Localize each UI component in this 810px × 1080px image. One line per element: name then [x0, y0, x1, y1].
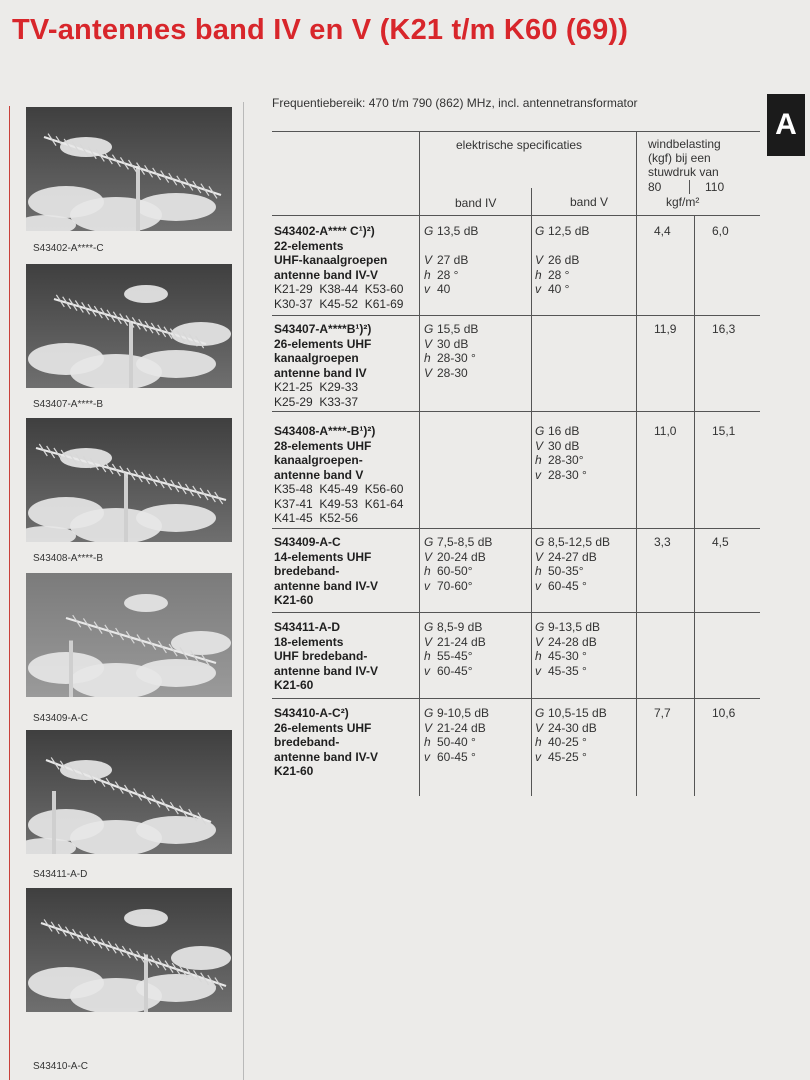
spec-symbol: h	[535, 649, 542, 663]
column-separator	[243, 102, 244, 1080]
spec-value: 40 °	[548, 282, 570, 296]
spec-line	[535, 468, 587, 483]
wind-load-80: 11,0	[654, 424, 677, 438]
spec-value: 27 dB	[437, 253, 469, 267]
wind-load-80: 4,4	[654, 224, 671, 238]
spec-value: 45-25 °	[548, 749, 587, 764]
spec-value: 28 °	[548, 267, 570, 282]
spec-line	[424, 224, 478, 239]
spec-value: 8,5-12,5 dB	[548, 535, 611, 549]
spec-symbol: h	[424, 351, 431, 365]
spec-value	[437, 239, 440, 254]
wind-load-110: 15,1	[712, 424, 736, 438]
header-band-iv: band IV	[455, 196, 497, 210]
spec-symbol: v	[424, 282, 430, 296]
spec-value: 40	[437, 282, 451, 296]
table-row-rule	[272, 698, 760, 699]
spec-line	[535, 239, 589, 254]
spec-value	[548, 239, 551, 254]
spec-symbol: V	[535, 253, 544, 267]
spec-line	[424, 268, 478, 283]
spec-line	[535, 535, 610, 550]
spec-values	[424, 620, 486, 678]
spec-values	[424, 224, 478, 297]
spec-line	[424, 337, 478, 352]
antenna-photo	[26, 264, 232, 388]
spec-value: 60-50°	[437, 564, 473, 578]
wind-load-80: 11,9	[654, 322, 677, 336]
wind-load-80: 7,7	[654, 706, 671, 720]
spec-symbol: G	[535, 706, 545, 720]
spec-line	[424, 579, 492, 594]
spec-value: 13,5 dB	[437, 224, 479, 238]
antenna-photo	[26, 573, 232, 697]
photo-caption: S43411-A-D	[33, 869, 88, 880]
spec-symbol: V	[535, 634, 544, 649]
channel-list: K37-41 K49-53 K61-64	[274, 496, 404, 511]
spec-value: 50-40 °	[437, 735, 476, 749]
spec-symbol: v	[424, 749, 430, 764]
spec-symbol: V	[424, 253, 433, 267]
spec-line	[535, 453, 587, 468]
spec-symbol: h	[424, 735, 431, 749]
product-description: antenne band IV	[274, 365, 367, 380]
spec-line	[535, 424, 587, 439]
table-row-rule	[272, 411, 760, 412]
spec-value: 28 °	[437, 267, 459, 282]
table-col-rule	[636, 131, 637, 796]
spec-symbol: G	[535, 620, 545, 634]
product-description: 14-elements UHF	[274, 549, 372, 564]
header-wind-80: 80	[648, 180, 662, 194]
spec-symbol: V	[424, 336, 433, 351]
antenna-photo	[26, 888, 232, 1012]
spec-symbol: G	[535, 535, 545, 549]
antenna-photo	[26, 418, 232, 542]
product-code: S43409-A-C	[274, 535, 341, 549]
product-cell	[274, 224, 403, 311]
spec-line	[535, 564, 610, 579]
spec-value: 21-24 dB	[437, 634, 486, 649]
header-wind-1: windbelasting	[648, 137, 721, 151]
spec-values	[535, 706, 607, 764]
spec-symbol	[535, 239, 548, 254]
product-description: bredeband-	[274, 735, 340, 749]
spec-symbol: h	[424, 267, 431, 282]
table-col-rule	[694, 215, 695, 796]
product-code: S43402-A**** C¹)²)	[274, 224, 375, 238]
spec-value: 28-30 °	[548, 467, 587, 482]
product-description: antenne band V	[274, 467, 364, 482]
spec-value: 21-24 dB	[437, 720, 486, 735]
spec-value: 15,5 dB	[437, 322, 479, 336]
spec-line	[424, 535, 492, 550]
spec-values	[535, 535, 610, 593]
header-band-v: band V	[570, 195, 609, 209]
spec-line	[424, 706, 489, 721]
spec-line	[424, 239, 478, 254]
spec-line	[424, 564, 492, 579]
table-row-rule	[272, 612, 760, 613]
product-cell	[274, 424, 403, 526]
spec-line	[424, 721, 489, 736]
product-description: antenne band IV-V	[274, 663, 379, 678]
wind-load-110: 16,3	[712, 322, 736, 336]
product-code: S43407-A****B¹)²)	[274, 322, 372, 336]
channel-list: K21-29 K38-44 K53-60	[274, 282, 404, 296]
spec-value: 9-13,5 dB	[548, 620, 601, 634]
spec-line	[424, 253, 478, 268]
spec-values	[424, 706, 489, 764]
spec-line	[535, 439, 587, 454]
product-description: 26-elements UHF	[274, 336, 372, 351]
spec-value: 24-28 dB	[548, 634, 597, 649]
spec-symbol: v	[535, 663, 541, 678]
spec-value: 12,5 dB	[548, 224, 590, 238]
spec-value: 30 dB	[548, 438, 580, 453]
spec-symbol: V	[424, 549, 433, 564]
spec-line	[424, 282, 478, 297]
spec-line	[535, 664, 600, 679]
spec-line	[535, 649, 600, 664]
spec-value: 10,5-15 dB	[548, 706, 607, 720]
spec-symbol: G	[424, 224, 434, 238]
spec-symbol: v	[535, 282, 541, 296]
photo-caption: S43409-A-C	[33, 713, 89, 724]
spec-line	[535, 253, 589, 268]
spec-line	[424, 635, 486, 650]
wind-header-tick	[689, 180, 690, 194]
channel-list: K41-45 K52-56	[274, 511, 359, 525]
product-description: 26-elements UHF	[274, 720, 372, 735]
spec-line	[424, 649, 486, 664]
spec-line	[535, 268, 589, 283]
spec-symbol: G	[424, 706, 434, 720]
spec-symbol: G	[535, 424, 545, 438]
spec-value: 45-30 °	[548, 649, 587, 663]
spec-line	[535, 635, 600, 650]
section-letter-tab: A	[767, 94, 805, 156]
channel-list: K35-48 K45-49 K56-60	[274, 482, 404, 496]
spec-line	[535, 721, 607, 736]
spec-value: 70-60°	[437, 578, 473, 593]
channel-list: K25-29 K33-37	[274, 394, 359, 409]
spec-value: 7,5-8,5 dB	[437, 535, 493, 549]
spec-value: 40-25 °	[548, 735, 587, 749]
product-cell	[274, 535, 378, 608]
spec-value: 20-24 dB	[437, 549, 486, 564]
spec-values	[424, 322, 478, 380]
spec-line	[535, 550, 610, 565]
spec-value: 60-45°	[437, 663, 473, 678]
channel-list: K21-25 K29-33	[274, 380, 359, 394]
product-code: S43408-A****-B¹)²)	[274, 424, 376, 438]
spec-symbol: v	[535, 749, 541, 764]
spec-line	[424, 550, 492, 565]
spec-symbol: v	[424, 578, 430, 593]
wind-load-80: 3,3	[654, 535, 671, 549]
product-code: S43410-A-C²)	[274, 706, 349, 720]
product-description: antenne band IV-V	[274, 267, 379, 282]
frequency-note: Frequentiebereik: 470 t/m 790 (862) MHz, incl. antennetransformator	[272, 96, 638, 110]
spec-value: 28-30	[437, 365, 468, 380]
spec-line	[424, 322, 478, 337]
spec-value: 24-30 dB	[548, 720, 597, 735]
header-elec-specs: elektrische specificaties	[456, 138, 583, 152]
product-description: UHF bredeband-	[274, 649, 368, 663]
spec-symbol: G	[535, 224, 545, 238]
spec-line	[535, 735, 607, 750]
product-description: kanaalgroepen	[274, 351, 359, 365]
spec-value: 45-35 °	[548, 663, 587, 678]
spec-line	[424, 620, 486, 635]
photo-caption: S43407-A****-B	[33, 399, 104, 410]
product-description: bredeband-	[274, 564, 340, 578]
photo-caption: S43410-A-C	[33, 1061, 89, 1072]
product-description: kanaalgroepen-	[274, 453, 363, 467]
product-description: K21-60	[274, 764, 314, 778]
spec-value: 60-45 °	[437, 749, 476, 764]
spec-value: 24-27 dB	[548, 549, 597, 564]
spec-symbol: G	[424, 322, 434, 336]
header-wind-unit: kgf/m²	[666, 195, 700, 209]
spec-value: 28-30°	[548, 453, 584, 467]
spec-value: 30 dB	[437, 336, 469, 351]
margin-rule	[9, 106, 10, 1080]
spec-value: 28-30 °	[437, 351, 476, 365]
spec-values	[424, 535, 492, 593]
spec-symbol: h	[424, 564, 431, 578]
spec-value: 16 dB	[548, 424, 580, 438]
spec-symbol: h	[535, 267, 542, 282]
header-wind-3: stuwdruk van	[648, 165, 719, 179]
product-description: 28-elements UHF	[274, 438, 372, 453]
spec-value: 9-10,5 dB	[437, 706, 490, 720]
spec-symbol: V	[424, 720, 433, 735]
table-row-rule	[272, 528, 760, 529]
spec-line	[535, 750, 607, 765]
product-description: K21-60	[274, 678, 314, 692]
spec-symbol: h	[424, 649, 431, 663]
product-cell	[274, 620, 378, 693]
spec-line	[424, 750, 489, 765]
spec-symbol: V	[535, 549, 544, 564]
header-wind-2: (kgf) bij een	[648, 151, 711, 165]
spec-value: 50-35°	[548, 564, 584, 578]
product-description: 22-elements	[274, 238, 344, 253]
spec-values	[535, 224, 589, 297]
table-row-rule	[272, 315, 760, 316]
product-description: K21-60	[274, 593, 314, 607]
spec-line	[424, 735, 489, 750]
spec-value: 8,5-9 dB	[437, 620, 483, 634]
spec-symbol: h	[535, 735, 542, 749]
product-cell	[274, 322, 371, 409]
product-description: antenne band IV-V	[274, 749, 379, 764]
table-header-rule	[272, 215, 760, 216]
product-description: UHF-kanaalgroepen	[274, 253, 388, 267]
spec-symbol	[424, 239, 437, 254]
spec-symbol: G	[424, 620, 434, 634]
spec-symbol: V	[424, 365, 433, 380]
spec-line	[424, 351, 478, 366]
spec-line	[535, 579, 610, 594]
spec-value: 26 dB	[548, 253, 580, 267]
spec-line	[424, 664, 486, 679]
spec-symbol: v	[535, 467, 541, 482]
spec-symbol: G	[424, 535, 434, 549]
wind-load-110: 10,6	[712, 706, 736, 720]
spec-line	[535, 224, 589, 239]
spec-symbol: h	[535, 453, 542, 467]
spec-line	[535, 620, 600, 635]
wind-load-110: 4,5	[712, 535, 729, 549]
spec-line	[424, 366, 478, 381]
product-cell	[274, 706, 378, 779]
header-wind-110: 110	[705, 180, 725, 194]
table-col-rule	[419, 131, 420, 796]
spec-symbol: V	[535, 438, 544, 453]
table-col-rule	[531, 188, 532, 796]
page-title: TV-antennes band IV en V (K21 t/m K60 (69))	[12, 14, 629, 46]
spec-line	[535, 282, 589, 297]
spec-symbol: v	[535, 578, 541, 593]
spec-symbol: v	[424, 663, 430, 678]
channel-list: K30-37 K45-52 K61-69	[274, 296, 404, 311]
antenna-photo	[26, 730, 232, 854]
spec-symbol: h	[535, 564, 542, 578]
antenna-photo	[26, 107, 232, 231]
product-description: antenne band IV-V	[274, 578, 379, 593]
wind-load-110: 6,0	[712, 224, 729, 238]
spec-value: 55-45°	[437, 649, 473, 663]
product-description: 18-elements	[274, 634, 344, 649]
spec-symbol: V	[535, 720, 544, 735]
spec-values	[535, 620, 600, 678]
spec-symbol: V	[424, 634, 433, 649]
spec-values	[535, 424, 587, 482]
spec-value: 60-45 °	[548, 578, 587, 593]
product-code: S43411-A-D	[274, 620, 341, 634]
spec-line	[535, 706, 607, 721]
photo-caption: S43408-A****-B	[33, 553, 104, 564]
photo-caption: S43402-A****-C	[33, 243, 104, 254]
table-top-rule	[272, 131, 760, 132]
